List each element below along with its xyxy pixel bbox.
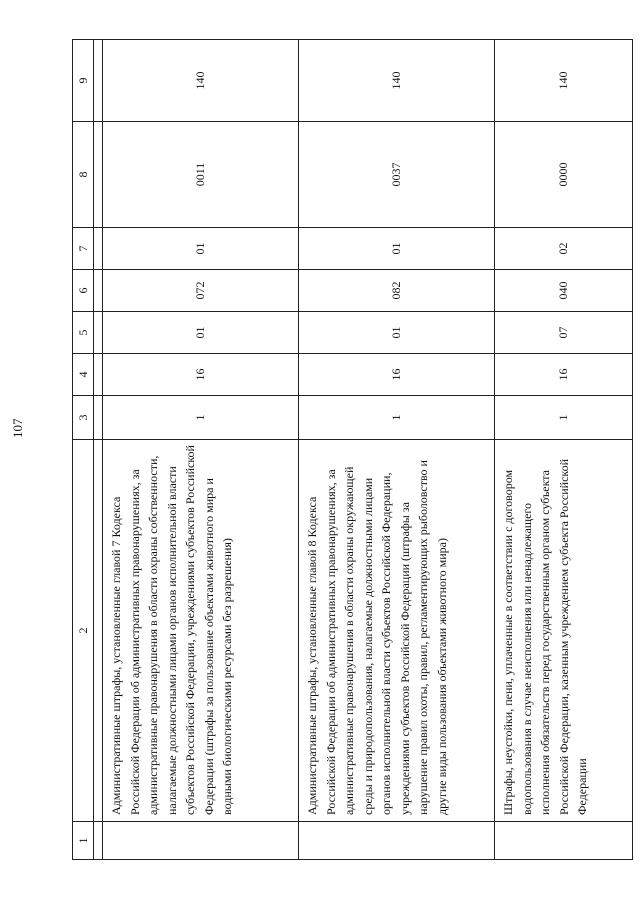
row-1-col-6: 072 xyxy=(103,270,299,312)
row-3-col-9: 140 xyxy=(495,40,633,122)
header-col-8: 8 xyxy=(73,122,94,228)
row-1-col-7: 01 xyxy=(103,228,299,270)
table-row xyxy=(495,40,633,860)
row-2-col-4: 16 xyxy=(299,354,495,396)
header-col-7: 7 xyxy=(73,228,94,270)
header-col-6: 6 xyxy=(73,270,94,312)
row-1-description: Административные штрафы, установленные главой 7 Кодекса Российской Федерации об административных правонарушениях, за административные правонарушения в области охраны собственности, налагаемые должностными лицами органов исполнительной власти субъектов Российской Федерации, учреждениями субъектов Российской Федерации (штрафы за пользование объектами животного мира и водными биологическими ресурсами без разрешения) xyxy=(103,440,299,822)
row-2-col-6: 082 xyxy=(299,270,495,312)
header-col-1: 1 xyxy=(73,822,94,860)
row-3-col-6: 040 xyxy=(495,270,633,312)
row-3-col-3: 1 xyxy=(495,396,633,440)
budget-codes-table xyxy=(72,39,633,860)
row-2-col-3: 1 xyxy=(299,396,495,440)
header-col-3: 3 xyxy=(73,396,94,440)
row-1-col-4: 16 xyxy=(103,354,299,396)
row-3-col-1 xyxy=(495,822,633,860)
row-2-col-5: 01 xyxy=(299,312,495,354)
header-col-4: 4 xyxy=(73,354,94,396)
row-2-col-7: 01 xyxy=(299,228,495,270)
row-3-col-7: 02 xyxy=(495,228,633,270)
row-3-description: Штрафы, неустойки, пени, уплаченные в соответствии с договором водопользования в случае неисполнения или ненадлежащего исполнения обязательств перед государственным органом субъекта Российской Федерации, казенным учреждением субъекта Российской Федерации xyxy=(495,440,633,822)
row-3-col-4: 16 xyxy=(495,354,633,396)
row-1-col-3: 1 xyxy=(103,396,299,440)
row-3-col-8: 0000 xyxy=(495,122,633,228)
table-row xyxy=(299,40,495,860)
row-1-col-1 xyxy=(103,822,299,860)
header-col-5: 5 xyxy=(73,312,94,354)
header-col-9: 9 xyxy=(73,40,94,122)
spacer-row xyxy=(94,40,103,860)
row-2-description: Административные штрафы, установленные главой 8 Кодекса Российской Федерации об административных правонарушениях, за административные правонарушения в области охраны окружающей среды и природопользования, налагаемые должностными лицами органов исполнительной власти субъектов Российской Федерации, учреждениями субъектов Российской Федерации (штрафы за нарушение правил охоты, правил, регламентирующих рыболовство и другие виды пользования объектами животного мира) xyxy=(299,440,495,822)
row-3-col-5: 07 xyxy=(495,312,633,354)
row-1-col-9: 140 xyxy=(103,40,299,122)
row-2-col-1 xyxy=(299,822,495,860)
rotated-table-container xyxy=(72,40,632,860)
page-number: 107 xyxy=(10,418,25,438)
row-2-col-8: 0037 xyxy=(299,122,495,228)
header-col-2: 2 xyxy=(73,440,94,822)
row-1-col-5: 01 xyxy=(103,312,299,354)
table-row xyxy=(103,40,299,860)
header-row xyxy=(73,40,94,860)
row-1-col-8: 0011 xyxy=(103,122,299,228)
row-2-col-9: 140 xyxy=(299,40,495,122)
